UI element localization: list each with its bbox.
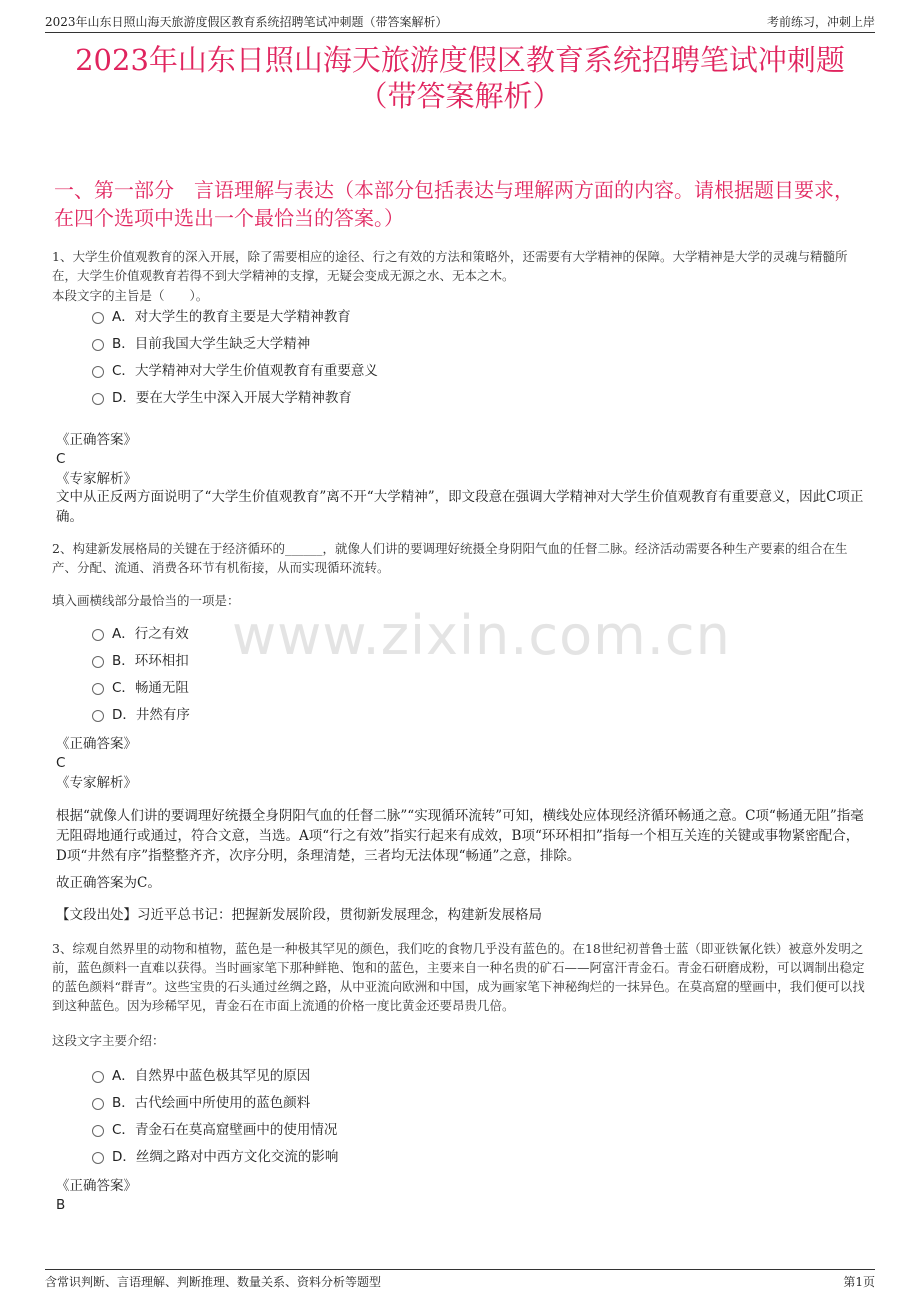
question-2-option-c[interactable]: C．畅通无阻 bbox=[92, 678, 189, 698]
radio-icon[interactable] bbox=[92, 656, 104, 668]
section-heading: 一、第一部分 言语理解与表达（本部分包括表达与理解两方面的内容。请根据题目要求，在四个选项中选出一个最恰当的答案。） bbox=[54, 178, 854, 230]
question-2-source: 【文段出处】习近平总书记：把握新发展阶段，贯彻新发展理念，构建新发展格局 bbox=[56, 907, 542, 923]
question-1-analysis-label: 《专家解析》 bbox=[56, 471, 137, 487]
question-3-stem: 3、综观自然界里的动物和植物，蓝色是一种极其罕见的颜色，我们吃的食物几乎没有蓝色的。在18世纪初普鲁士蓝（即亚铁氰化铁）被意外发明之前，蓝色颜料一直难以获得。当时画家笔下那种鲜艳、饱和的蓝色，主要来自一种名贵的矿石——阿富汗青金石。青金石研磨成粉，可以调制出稳定的蓝色颜料“群青”。这些宝贵的石头通过丝绸之路，从中亚流向欧洲和中国，成为画家笔下神秘绚烂的一抹异色。在莫高窟的壁画中，我们便可以找到这种蓝色。因为珍稀罕见，青金石在市面上流通的价格一度比黄金还要昂贵几倍。 bbox=[52, 941, 865, 1013]
radio-icon[interactable] bbox=[92, 683, 104, 695]
title-line-2: （带答案解析） bbox=[358, 79, 562, 113]
question-3-option-a[interactable]: A．自然界中蓝色极其罕见的原因 bbox=[92, 1066, 310, 1086]
question-1-option-d[interactable]: D．要在大学生中深入开展大学精神教育 bbox=[92, 388, 352, 408]
radio-icon[interactable] bbox=[92, 339, 104, 351]
question-2-option-d[interactable]: D．井然有序 bbox=[92, 705, 190, 725]
question-1-stem: 1、大学生价值观教育的深入开展，除了需要相应的途径、行之有效的方法和策略外，还需要有大学精神的保障。大学精神是大学的灵魂与精髓所在，大学生价值观教育若得不到大学精神的支撑，无疑会变成无源之水、无本之木。 bbox=[52, 249, 848, 283]
title-line-1: 2023年山东日照山海天旅游度假区教育系统招聘笔试冲刺题 bbox=[75, 43, 845, 77]
radio-icon[interactable] bbox=[92, 629, 104, 641]
page-footer bbox=[45, 1269, 875, 1292]
question-1-answer: C bbox=[56, 451, 66, 467]
question-3-prompt: 这段文字主要介绍： bbox=[52, 1033, 165, 1048]
watermark: www.zixin.com.cn bbox=[232, 604, 731, 667]
question-1-option-a[interactable]: A．对大学生的教育主要是大学精神教育 bbox=[92, 307, 351, 327]
question-1-analysis: 文中从正反两方面说明了“大学生价值观教育”离不开“大学精神”，即文段意在强调大学精神对大学生价值观教育有重要意义，因此C项正确。 bbox=[56, 489, 864, 525]
question-2-analysis-label: 《专家解析》 bbox=[56, 775, 137, 791]
question-2-answer-label: 《正确答案》 bbox=[56, 736, 137, 752]
radio-icon[interactable] bbox=[92, 710, 104, 722]
question-2-stem: 2、构建新发展格局的关键在于经济循环的______，就像人们讲的要调理好统摄全身阴阳气血的任督二脉。经济活动需要各种生产要素的组合在生产、分配、流通、消费各环节有机衔接，从而实现循环流转。 bbox=[52, 541, 848, 575]
radio-icon[interactable] bbox=[92, 1071, 104, 1083]
radio-icon[interactable] bbox=[92, 312, 104, 324]
radio-icon[interactable] bbox=[92, 1152, 104, 1164]
radio-icon[interactable] bbox=[92, 366, 104, 378]
page-header bbox=[45, 10, 875, 33]
question-3-option-c[interactable]: C．青金石在莫高窟壁画中的使用情况 bbox=[92, 1120, 337, 1140]
footer-description: 含常识判断、言语理解、判断推理、数量关系、资料分析等题型 bbox=[45, 1275, 382, 1289]
question-1-option-c[interactable]: C．大学精神对大学生价值观教育有重要意义 bbox=[92, 361, 378, 381]
question-1-answer-label: 《正确答案》 bbox=[56, 432, 137, 448]
radio-icon[interactable] bbox=[92, 1125, 104, 1137]
question-1-option-b[interactable]: B．目前我国大学生缺乏大学精神 bbox=[92, 334, 310, 354]
question-2-conclusion: 故正确答案为C。 bbox=[56, 875, 161, 891]
page-number: 第1页 bbox=[843, 1275, 875, 1289]
question-3-option-d[interactable]: D．丝绸之路对中西方文化交流的影响 bbox=[92, 1147, 338, 1167]
question-3-option-b[interactable]: B．古代绘画中所使用的蓝色颜料 bbox=[92, 1093, 310, 1113]
radio-icon[interactable] bbox=[92, 393, 104, 405]
question-3-answer-label: 《正确答案》 bbox=[56, 1178, 137, 1194]
question-2-answer: C bbox=[56, 755, 66, 771]
question-2-option-b[interactable]: B．环环相扣 bbox=[92, 651, 189, 671]
header-slogan: 考前练习，冲刺上岸 bbox=[766, 15, 875, 29]
question-2-analysis: 根据“就像人们讲的要调理好统摄全身阴阳气血的任督二脉”“实现循环流转”可知，横线处应体现经济循环畅通之意。C项“畅通无阻”指毫无阻碍地通行或通过，符合文意，当选。A项“行之有效”指实行起来有成效，B项“环环相扣”指每一个相互关连的关键或事物紧密配合，D项“井然有序”指整整齐齐，次序分明，条理清楚，三者均无法体现“畅通”之意，排除。 bbox=[56, 808, 864, 864]
header-title: 2023年山东日照山海天旅游度假区教育系统招聘笔试冲刺题（带答案解析） bbox=[45, 15, 448, 29]
question-2-prompt: 填入画横线部分最恰当的一项是： bbox=[52, 593, 240, 608]
document-title bbox=[40, 42, 880, 114]
question-1-prompt: 本段文字的主旨是（ ）。 bbox=[52, 288, 209, 303]
question-2-option-a[interactable]: A．行之有效 bbox=[92, 624, 189, 644]
radio-icon[interactable] bbox=[92, 1098, 104, 1110]
question-3-answer: B bbox=[56, 1197, 66, 1213]
